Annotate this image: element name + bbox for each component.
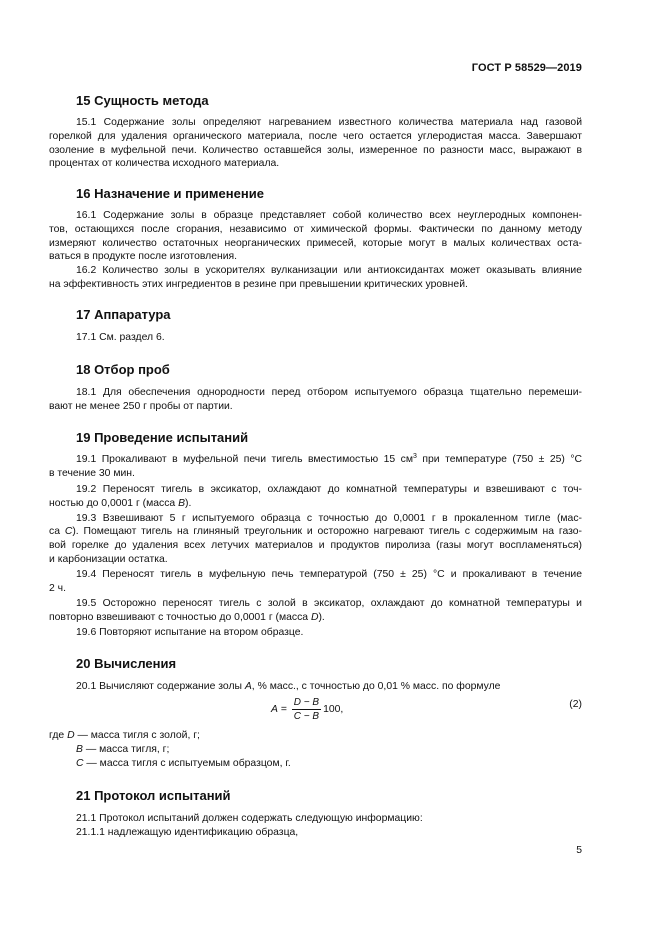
- superscript: 3: [413, 453, 417, 460]
- paragraph-line: вой горелке до удаления всех летучих материалов и продуктов пиролиза (газы могут воспламеняться): [49, 540, 582, 551]
- legend-line: [49, 729, 582, 743]
- paragraph-line: измеряют количество остаточных неорганических примесей, которые могут в малых количествах оста-: [49, 238, 582, 249]
- page-number: 5: [576, 845, 582, 856]
- text-run: ).: [318, 612, 325, 623]
- text-run: са: [49, 526, 65, 537]
- variable: C: [64, 526, 73, 537]
- formula: [271, 697, 343, 722]
- text-run: — масса тигля с испытуемым образцом, г.: [83, 758, 291, 769]
- paragraph-line: в течение 30 мин.: [49, 468, 135, 479]
- paragraph-line: 21.1.1 надлежащую идентификацию образца,: [76, 827, 299, 838]
- paragraph-line: процентах от количества исходного материала.: [49, 158, 280, 169]
- paragraph-line: 15.1 Содержание золы определяют нагреванием известного количества материала над газовой: [76, 117, 582, 128]
- paragraph-line: на эффективность этих ингредиентов в резине при превышении критических уровней.: [49, 279, 468, 290]
- formula-lhs: A: [271, 704, 278, 715]
- text-run: 19.1 Прокаливают в муфельной печи тигель вместимостью 15 см: [76, 454, 414, 465]
- legend-line: [76, 757, 582, 771]
- paragraph-line: 17.1 См. раздел 6.: [76, 332, 165, 343]
- text-run: 20.1 Вычисляют содержание золы: [76, 681, 245, 692]
- paragraph-line: 19.5 Осторожно переносят тигель с золой в эксикатор, охлаждают до комнатной температуры и: [76, 598, 582, 609]
- formula-numerator: D − B: [293, 697, 320, 708]
- section-21-heading: 21 Протокол испытаний: [76, 788, 231, 803]
- paragraph-line: и карбонизации остатка.: [49, 554, 168, 565]
- paragraph-line: тов, остающихся после сгорания, независимо от химической формы. Фактически по данному методу: [49, 224, 582, 235]
- paragraph-line: горелкой для удаления органического материала, после чего остается углеродистая масса. Завершают: [49, 131, 582, 142]
- text-run: где: [49, 730, 68, 741]
- variable: B: [178, 498, 186, 509]
- paragraph-line: [49, 497, 582, 511]
- paragraph-line: 18.1 Для обеспечения однородности перед отбором испытуемого образца тщательно перемеши-: [76, 387, 582, 398]
- paragraph-line: [49, 525, 582, 539]
- paragraph-line: 16.2 Количество золы в ускорителях вулканизации или антиоксидантах может оказывать влияние: [76, 265, 582, 276]
- paragraph-line: [76, 680, 582, 694]
- document-code: ГОСТ Р 58529—2019: [471, 62, 582, 74]
- legend-line: [76, 743, 582, 757]
- formula-factor: 100,: [323, 704, 344, 715]
- section-19-heading: 19 Проведение испытаний: [76, 430, 249, 445]
- equation-number: (2): [569, 699, 582, 710]
- text-run: ). Помещают тигель на глиняный треугольник и осторожно нагревают тигель с содержимым на газо-: [72, 526, 582, 537]
- section-16-heading: 16 Назначение и применение: [76, 186, 264, 201]
- section-15-heading: 15 Сущность метода: [76, 93, 209, 108]
- text-run: при температуре (750 ± 25) °С: [416, 454, 582, 465]
- section-18-heading: 18 Отбор проб: [76, 362, 170, 377]
- text-run: — масса тигля, г;: [82, 744, 170, 755]
- paragraph-line: 16.1 Содержание золы в образце представляет собой количество всех неуглеродных компонен-: [76, 210, 582, 221]
- paragraph-line: [76, 453, 582, 467]
- formula-fraction: [292, 697, 321, 722]
- text-run: ).: [185, 498, 192, 509]
- paragraph-line: 19.2 Переносят тигель в эксикатор, охлаждают до комнатной температуры и взвешивают с точ-: [76, 484, 582, 495]
- text-run: — масса тигля с золой, г;: [74, 730, 200, 741]
- paragraph-line: 19.4 Переносят тигель в муфельную печь температурой (750 ± 25) °С и прокаливают в течение: [76, 569, 582, 580]
- formula-equals: =: [277, 704, 290, 715]
- paragraph-line: 19.3 Взвешивают 5 г испытуемого образца с точностью до 0,0001 г в прокаленном тигле (мас-: [76, 513, 582, 524]
- paragraph-line: [49, 611, 582, 625]
- formula-denominator: C − B: [293, 711, 320, 722]
- section-17-heading: 17 Аппаратура: [76, 307, 171, 322]
- variable: D: [310, 612, 319, 623]
- variable: C: [76, 758, 84, 769]
- paragraph-line: 2 ч.: [49, 583, 66, 594]
- variable: B: [76, 744, 83, 755]
- section-20-heading: 20 Вычисления: [76, 656, 177, 671]
- paragraph-line: вают не менее 250 г пробы от партии.: [49, 401, 233, 412]
- paragraph-line: ваться в продукте после изготовления.: [49, 251, 238, 262]
- text-run: повторно взвешивают с точностью до 0,0001 г (масса: [49, 612, 311, 623]
- paragraph-line: 19.6 Повторяют испытание на втором образце.: [76, 627, 304, 638]
- paragraph-line: озоление в муфельной печи. Количество оставшейся золы, измеренное по разности масс, выражают в: [49, 145, 582, 156]
- variable: A: [244, 681, 252, 692]
- text-run: ностью до 0,0001 г (масса: [49, 498, 179, 509]
- paragraph-line: 21.1 Протокол испытаний должен содержать следующую информацию:: [76, 813, 423, 824]
- text-run: , % масс., с точностью до 0,01 % масс. по формуле: [251, 681, 501, 692]
- variable: D: [67, 730, 75, 741]
